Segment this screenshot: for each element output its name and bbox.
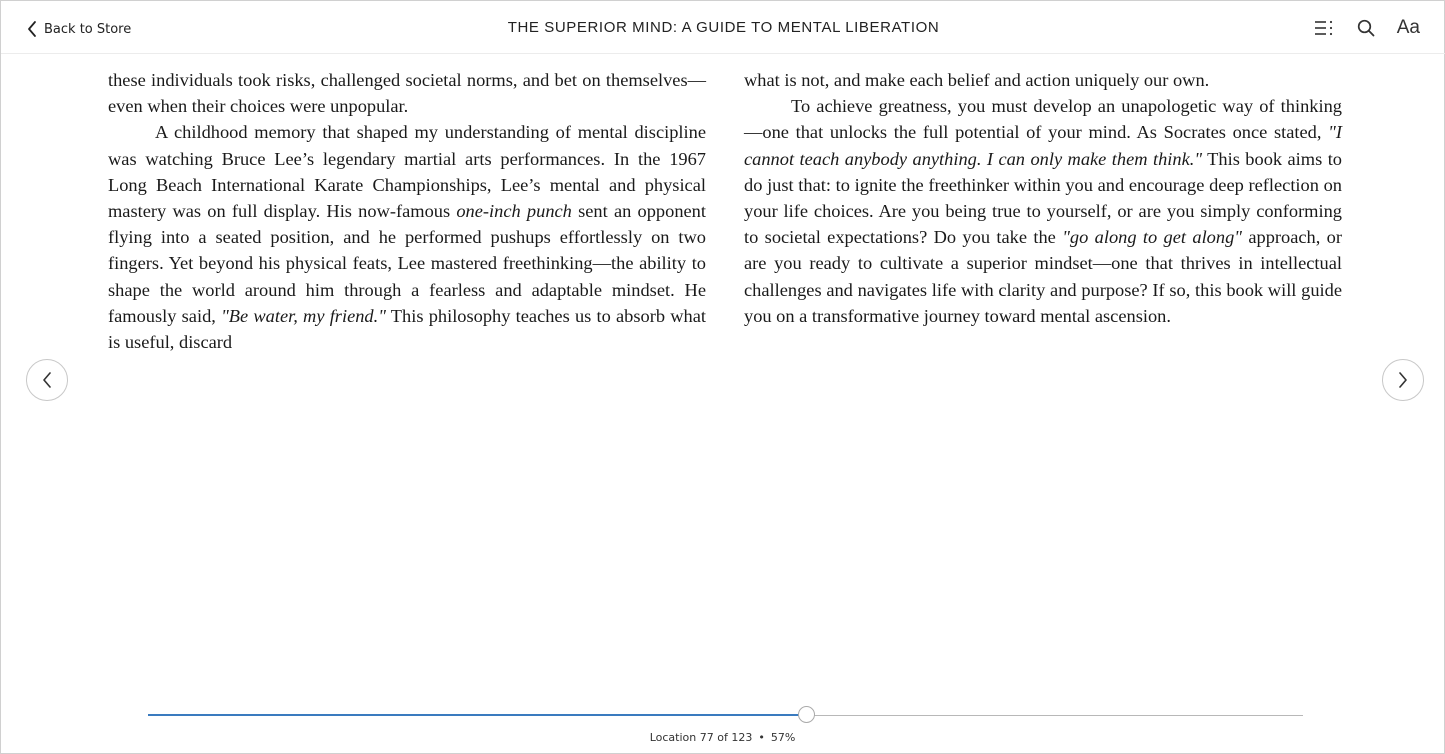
back-label[interactable]: Back to Store <box>44 21 132 37</box>
previous-page-button[interactable] <box>26 359 68 401</box>
progress-fill <box>148 714 806 716</box>
reading-progress-slider[interactable] <box>148 715 1303 716</box>
search-icon[interactable] <box>1355 17 1377 39</box>
left-page <box>108 67 706 355</box>
reader-header <box>1 1 1445 54</box>
location-text: Location 77 of 123 <box>649 731 753 744</box>
right-paragraph-1: what is not, and make each belief and action uniquely our own. <box>744 70 1210 90</box>
font-settings-icon[interactable]: Aa <box>1396 17 1420 38</box>
right-page <box>744 67 1342 329</box>
quote-text: "I cannot teach anybody anything. I can only make them think." <box>744 122 1342 169</box>
location-indicator <box>1 731 1444 744</box>
percent-text: 57% <box>770 731 796 744</box>
quote-text: "Be water, my friend." <box>221 305 386 326</box>
progress-thumb[interactable] <box>798 706 815 723</box>
separator-dot: • <box>758 731 765 744</box>
header-toolbar <box>1313 17 1420 39</box>
right-paragraph-2: To achieve greatness, you must develop an unapologetic way of thinking—one that unlocks the full potential of your mind. As Socrates once stated, "I cannot teach anybody anything. I can only make them think." This book aims to do just that: to ignite the freethinker within you and encourage deep reflection on your life choices. Are you being true to yourself, or are you simply conforming to societal expectations? Do you take the "go along to get along" approach, or are you ready to cultivate a superior mindset—one that thrives in intellectual challenges and navigates life with clarity and purpose? If so, this book will guide you on a transformative journey toward mental ascension. <box>744 96 1342 326</box>
book-title: THE SUPERIOR MIND: A GUIDE TO MENTAL LIBERATION <box>507 19 940 36</box>
table-of-contents-icon[interactable] <box>1313 17 1335 39</box>
emphasis-text: one-inch punch <box>456 201 572 222</box>
left-paragraph-1: these individuals took risks, challenged societal norms, and bet on themselves—even when their choices were unpopular. <box>108 70 706 117</box>
chevron-left-icon <box>40 370 54 390</box>
left-paragraph-2: A childhood memory that shaped my understanding of mental discipline was watching Bruce Lee’s legendary martial arts performances. In the 1967 Long Beach International Karate Championships, Lee’s mental and physical mastery was on full display. His now-famous one-inch punch sent an opponent flying into a seated position, and he performed pushups effortlessly on two fingers. Yet beyond his physical feats, Lee mastered freethinking—the ability to shape the world around him through a fearless and adaptable mindset. He famously said, "Be water, my friend." This philosophy teaches us to absorb what is useful, discard <box>108 122 706 353</box>
quote-text: "go along to get along" <box>1062 227 1242 248</box>
chevron-right-icon <box>1396 370 1410 390</box>
next-page-button[interactable] <box>1382 359 1424 401</box>
